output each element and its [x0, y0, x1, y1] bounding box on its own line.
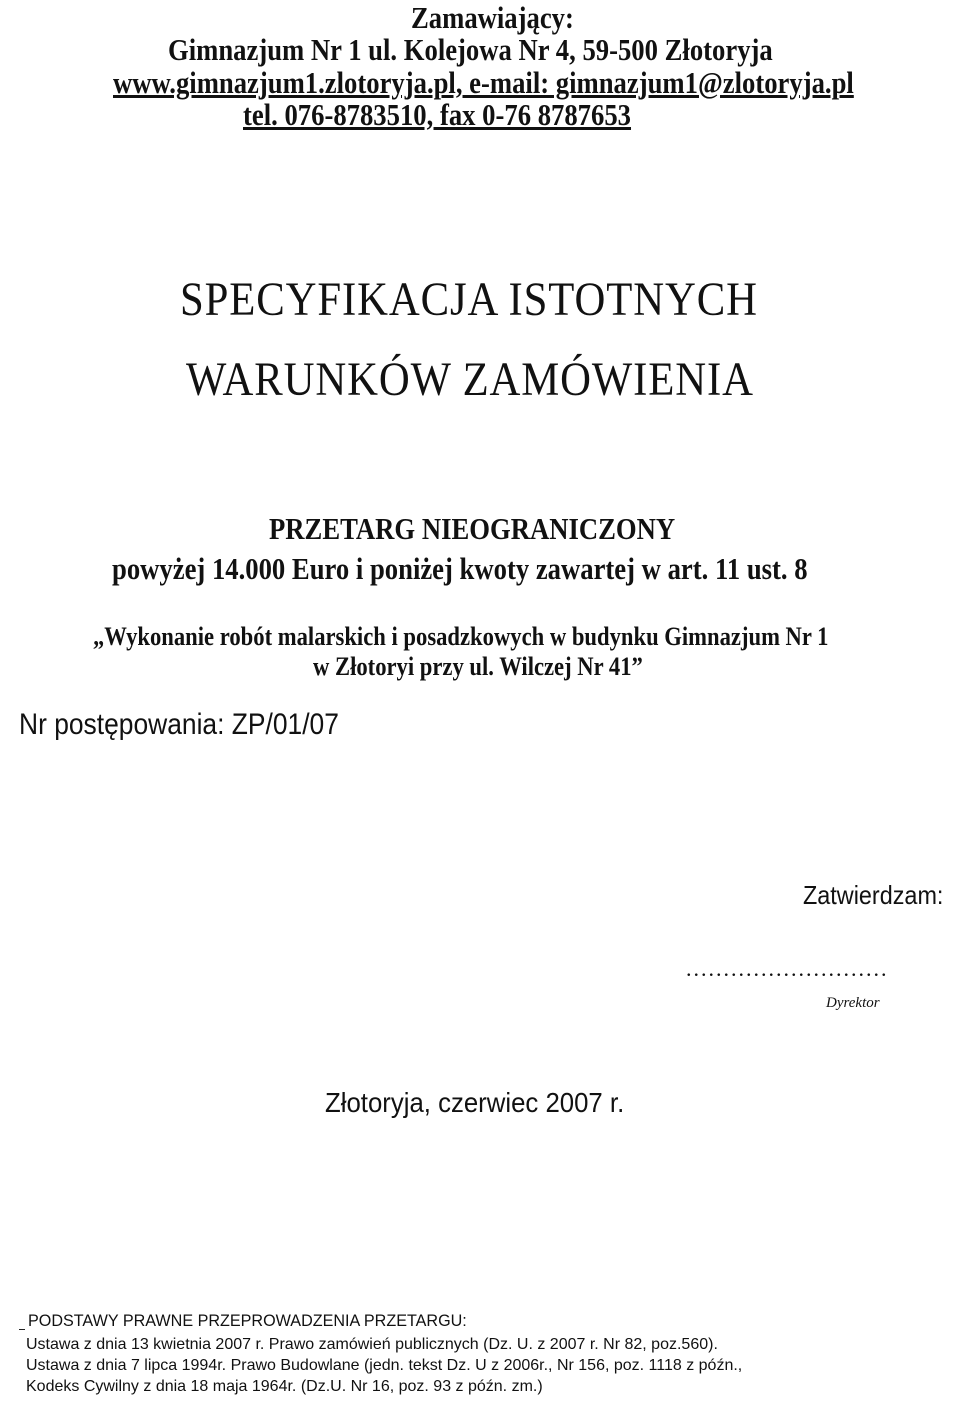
legal-basis-item: Kodeks Cywilny z dnia 18 maja 1964r. (Dz.U. Nr 16, poz. 93 z późn. zm.): [26, 1378, 543, 1395]
legal-basis-item: Ustawa z dnia 13 kwietnia 2007 r. Prawo zamówień publicznych (Dz. U. z 2007 r. Nr 82, poz.560).: [26, 1336, 718, 1353]
legal-basis-heading: PODSTAWY PRAWNE PRZEPROWADZENIA PRZETARGU:: [28, 1311, 467, 1330]
orderer-label: Zamawiający:: [411, 0, 574, 35]
place-and-date: Złotoryja, czerwiec 2007 r.: [325, 1087, 625, 1118]
orderer-phone-fax: tel. 076-8783510, fax 0-76 8787653: [243, 97, 632, 132]
signature-line: ...........................: [686, 956, 889, 981]
legal-basis-item: Ustawa z dnia 7 lipca 1994r. Prawo Budowlane (jedn. tekst Dz. U z 2006r., Nr 156, poz. 1118 z późn.,: [26, 1357, 743, 1374]
case-number: Nr postępowania: ZP/01/07: [19, 708, 339, 741]
project-title-line-2: w Złotoryi przy ul. Wilczej Nr 41”: [313, 652, 643, 681]
project-title-line-1: „Wykonanie robót malarskich i posadzkowych w budynku Gimnazjum Nr 1: [93, 622, 829, 651]
tender-threshold: powyżej 14.000 Euro i poniżej kwoty zawartej w art. 11 ust. 8: [112, 551, 808, 586]
orderer-address: Gimnazjum Nr 1 ul. Kolejowa Nr 4, 59-500 Złotoryja: [168, 32, 773, 67]
signatory-role: Dyrektor: [826, 995, 880, 1011]
tender-type: PRZETARG NIEOGRANICZONY: [269, 511, 676, 546]
scan-mark: [19, 1329, 25, 1330]
approval-label: Zatwierdzam:: [803, 880, 944, 910]
document-title-line-2: WARUNKÓW ZAMÓWIENIA: [186, 353, 754, 406]
document-title-line-1: SPECYFIKACJA ISTOTNYCH: [180, 273, 758, 326]
orderer-web-email[interactable]: www.gimnazjum1.zlotoryja.pl, e-mail: gimnazjum1@zlotoryja.pl: [113, 65, 854, 100]
